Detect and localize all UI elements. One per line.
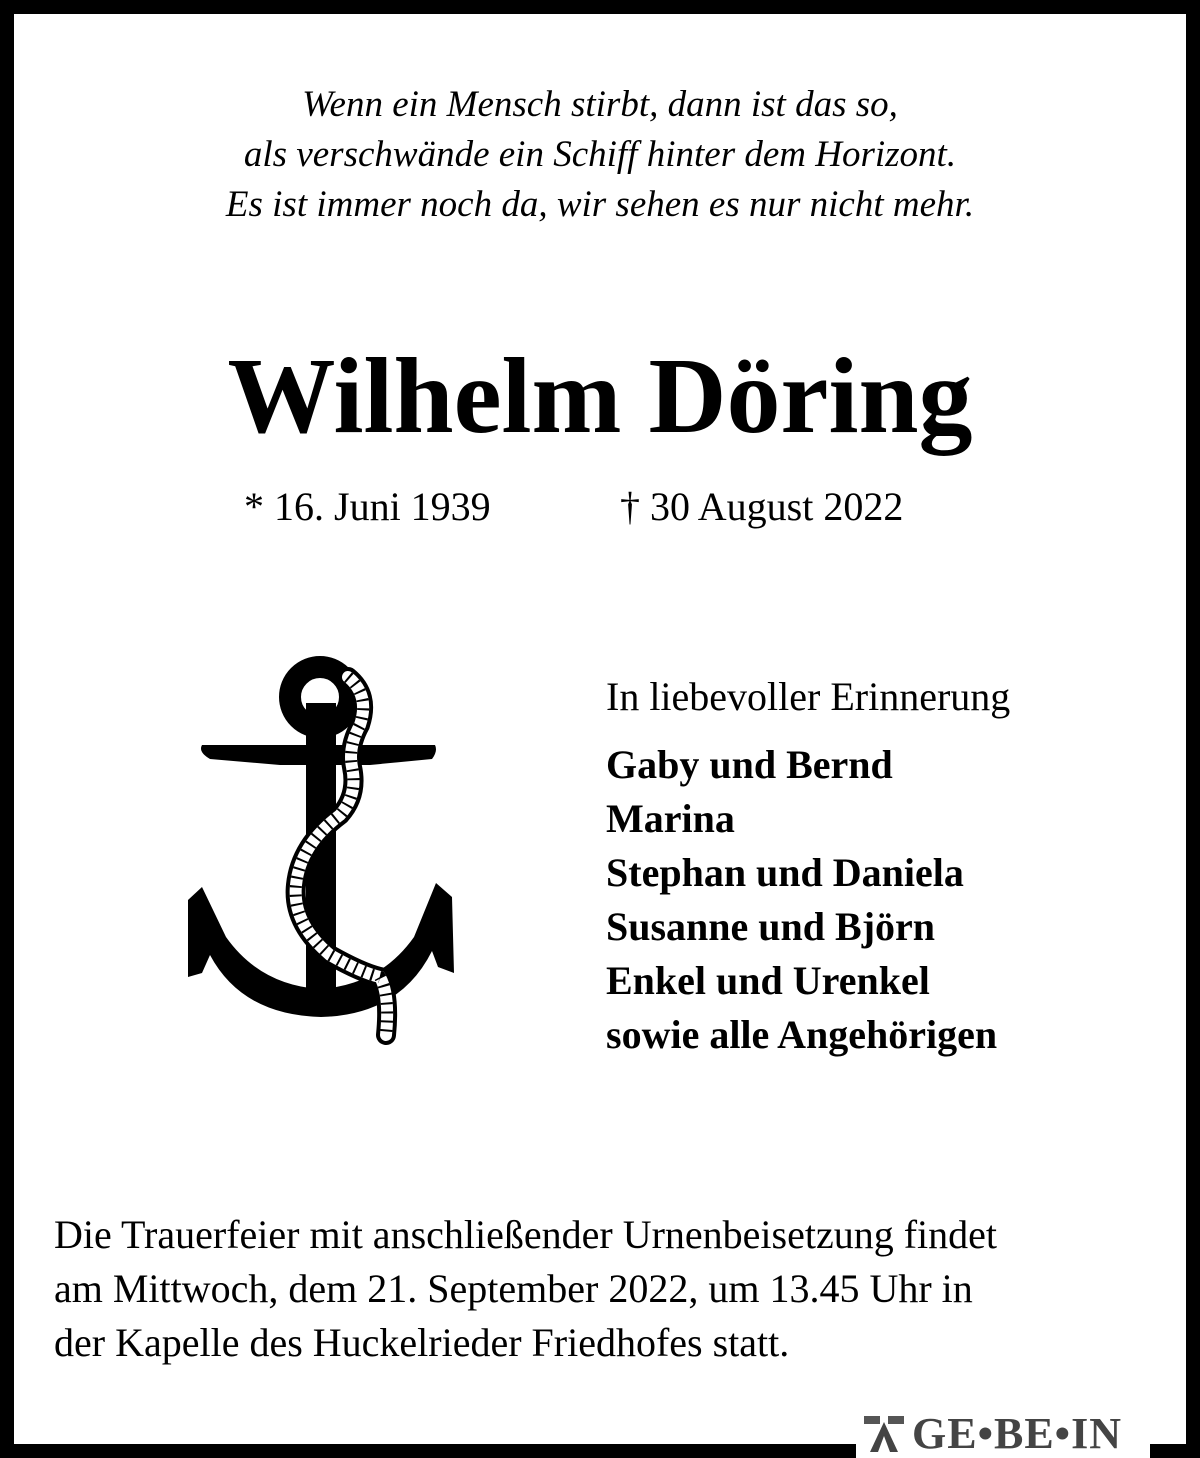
- funeral-notice: [54, 1208, 1154, 1370]
- memory-intro: In liebevoller Erinnerung: [606, 674, 1011, 719]
- mourner-name: Susanne und Björn: [606, 904, 936, 949]
- anchor-icon: [180, 655, 465, 1045]
- quote-line: als verschwände ein Schiff hinter dem Horizont.: [243, 134, 957, 175]
- logo-text: GE•BE•IN: [912, 1409, 1122, 1458]
- quote-line: Es ist immer noch da, wir sehen es nur nicht mehr.: [225, 184, 975, 225]
- mourner-name: Gaby und Bernd: [606, 742, 893, 787]
- mourner-name: sowie alle Angehörigen: [606, 1012, 998, 1057]
- notice-line: am Mittwoch, dem 21. September 2022, um 13.45 Uhr in: [54, 1266, 973, 1311]
- border-top: [0, 0, 1200, 14]
- mourner-name: Enkel und Urenkel: [606, 958, 930, 1003]
- notice-line: Die Trauerfeier mit anschließender Urnenbeisetzung findet: [54, 1212, 998, 1257]
- death-date: † 30 August 2022: [620, 484, 904, 529]
- border-bottom-left: [0, 1444, 856, 1458]
- border-bottom-right: [1150, 1444, 1200, 1458]
- notice-line: der Kapelle des Huckelrieder Friedhofes statt.: [54, 1320, 790, 1365]
- quote-line: Wenn ein Mensch stirbt, dann ist das so,: [302, 84, 898, 125]
- deceased-name: Wilhelm Döring: [227, 337, 973, 456]
- memorial-quote: [0, 80, 1200, 230]
- mourner-name: Stephan und Daniela: [606, 850, 964, 895]
- gebein-logo: [862, 1409, 1122, 1458]
- gebein-logo-icon: [862, 1414, 906, 1454]
- mourner-list: [606, 738, 997, 1062]
- mourner-name: Marina: [606, 796, 735, 841]
- birth-date: * 16. Juni 1939: [244, 484, 491, 529]
